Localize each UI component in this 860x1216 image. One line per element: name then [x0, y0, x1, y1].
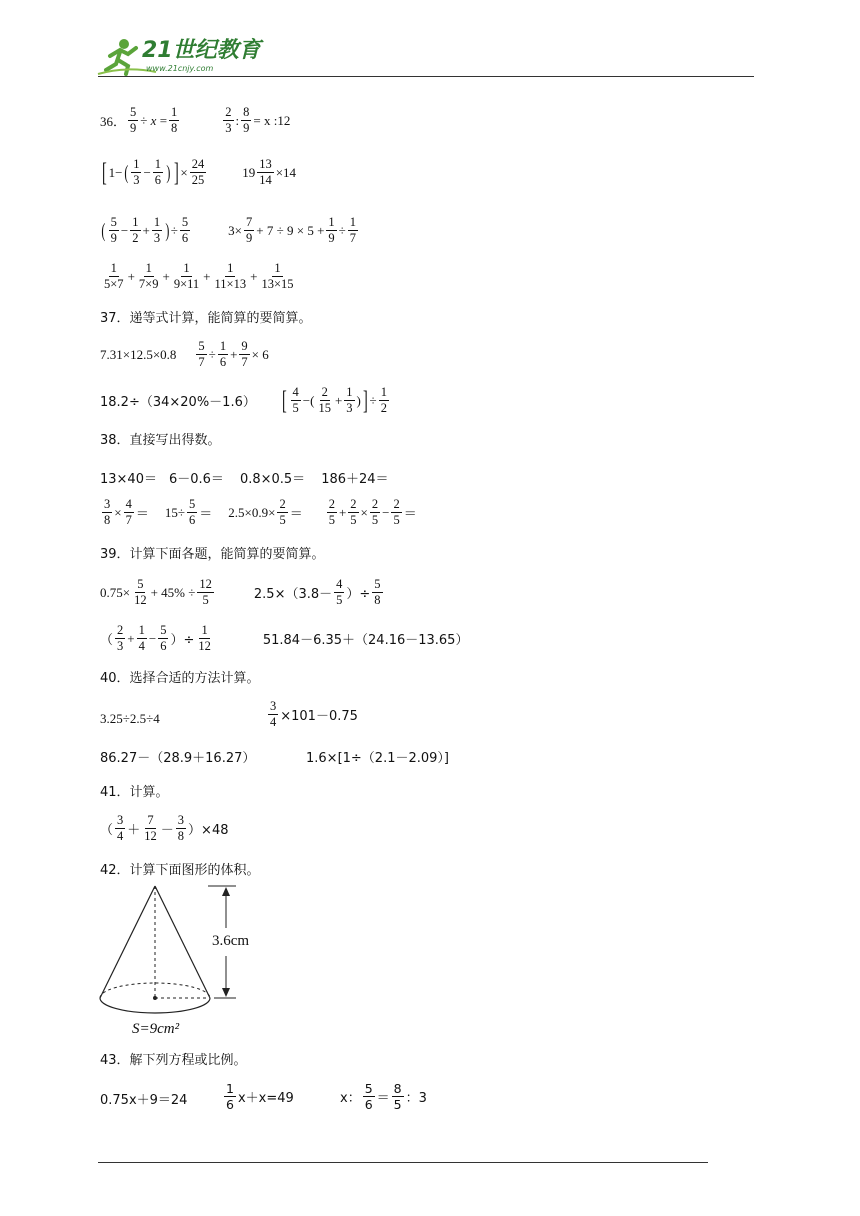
fraction: $\frac{3}{4}$	[117, 813, 124, 844]
fraction: $\frac{2}{15}$	[318, 385, 331, 416]
fraction: $\frac{1}{13\times 15}$	[261, 261, 294, 292]
fraction: $\frac{12}{5}$	[199, 577, 212, 608]
q36-line3: ( $\frac{5}{9}$ − $\frac{1}{2}$ + $\frac{1}{3}$ ) ÷ $\frac{5}{6}$ 3× $\frac{7}{9}$ + 7 ÷ 9 × 5 + $\frac{1}{9}$ ÷ $\frac{1}{7}$	[101, 215, 357, 246]
fraction: $\frac{1}{3}$	[346, 385, 353, 416]
fraction: $\frac{1}{6}$	[226, 1081, 234, 1113]
fraction: $\frac{7}{9}$	[246, 215, 253, 246]
fraction: $\frac{1}{12}$	[198, 623, 211, 654]
fraction: $\frac{2}{5}$	[328, 497, 335, 528]
q39-line2: （ $\frac{2}{3}$ + $\frac{1}{4}$ − $\frac{5}{6}$ ）÷ $\frac{1}{12}$ 51.84－6.35＋（24.16－13.65）	[100, 623, 469, 654]
header-divider	[98, 76, 754, 77]
fraction: $\frac{1}{9\times 11}$	[173, 261, 200, 292]
q38-title: 38．直接写出得数。	[100, 433, 221, 448]
fraction: $\frac{1}{6}$	[154, 157, 162, 188]
fraction: $\frac{4}{7}$	[125, 497, 132, 528]
q43-title: 43．解下列方程或比例。	[100, 1053, 247, 1068]
fraction: $\frac{24}{25}$	[191, 157, 205, 188]
fraction: $\frac{3}{4}$	[270, 699, 277, 730]
q38-line2: $\frac{3}{8}$ × $\frac{4}{7}$ ＝ 15÷ $\frac{5}{6}$ ＝ 2.5×0.9× $\frac{2}{5}$ ＝ $\frac{2}{5}$ + $\frac{2}{5}$ × $\frac{2}{5}$ − $\frac{2}{5}$ ＝	[104, 497, 417, 528]
q37-line2: 18.2÷（34×20%－1.6） [ $\frac{4}{5}$ −( $\frac{2}{15}$ + $\frac{1}{3}$ ) ] ÷ $\frac{1}{2}$	[100, 385, 387, 416]
fraction: $\frac{1}{5\times 7}$	[104, 261, 124, 292]
fraction: $\frac{1}{2}$	[132, 215, 139, 246]
q43-eq-a: 0.75x＋9＝24	[100, 1093, 188, 1108]
fraction: $\frac{2}{5}$	[371, 497, 379, 528]
fraction: $\frac{1}{2}$	[380, 385, 387, 416]
q43-eq-c: x： $\frac{5}{6}$ ＝ $\frac{8}{5}$ ：3	[340, 1081, 427, 1113]
cone-figure	[96, 880, 276, 1040]
fraction: $\frac{5}{6}$	[364, 1081, 373, 1113]
q41-expr: （ $\frac{3}{4}$ ＋ $\frac{7}{12}$ － $\frac{3}{8}$ ）×48	[100, 813, 229, 844]
footer-divider	[98, 1162, 708, 1163]
q37-title: 37．递等式计算，能简算的要简算。	[100, 311, 312, 326]
fraction: $\frac{7}{12}$	[144, 813, 157, 844]
site-logo	[96, 36, 266, 76]
fraction: $\frac{3}{8}$	[177, 813, 185, 844]
fraction: $\frac{4}{5}$	[292, 385, 299, 416]
fraction: $\frac{5}{8}$	[374, 577, 381, 608]
fraction: $\frac{5}{6}$	[181, 215, 189, 246]
fraction: $\frac{2}{5}$	[393, 497, 400, 528]
q40-expr-c: 86.27－（28.9＋16.27）	[100, 751, 256, 766]
fraction: $\frac{3}{8}$	[104, 497, 111, 528]
q37-line1: 7.31×12.5×0.8 $\frac{5}{7}$ ÷ $\frac{1}{6}$ + $\frac{9}{7}$ × 6	[100, 339, 269, 370]
fraction: $\frac{5}{9}$	[130, 105, 137, 136]
fraction: $\frac{4}{5}$	[336, 577, 343, 608]
q36-line4: $\frac{1}{5\times 7}$ + $\frac{1}{7\times 9}$ + $\frac{1}{9\times 11}$ + $\frac{1}{11\times 13}$ + $\frac{1}{13\times 15}$	[104, 261, 294, 292]
fraction: $\frac{5}{9}$	[110, 215, 117, 246]
fraction: $\frac{1}{3}$	[133, 157, 140, 188]
q40-expr-d: 1.6×[1÷（2.1－2.09）]	[306, 751, 449, 766]
q36-line2: [ 1− ( $\frac{1}{3}$ − $\frac{1}{6}$ ) ] × $\frac{24}{25}$ 19 $\frac{13}{14}$ ×14	[101, 157, 297, 188]
cone-base-area-label: S=9cm²	[132, 1021, 180, 1037]
q39-line1: 0.75× $\frac{5}{12}$ + 45% ÷ $\frac{12}{5}$ 2.5×（3.8－ $\frac{4}{5}$ ）÷ $\frac{5}{8}$	[100, 577, 381, 608]
fraction: $\frac{5}{6}$	[189, 497, 196, 528]
fraction: $\frac{1}{8}$	[171, 105, 178, 136]
fraction: $\frac{5}{12}$	[134, 577, 147, 608]
fraction: $\frac{2}{5}$	[350, 497, 357, 528]
q43-eq-b: $\frac{1}{6}$ x＋x=49	[226, 1081, 294, 1113]
fraction: $\frac{1}{9}$	[328, 215, 335, 246]
q39-title: 39．计算下面各题，能简算的要简算。	[100, 547, 325, 562]
fraction: $\frac{2}{3}$	[225, 105, 232, 136]
fraction: $\frac{13}{14}$	[259, 157, 272, 188]
logo-text: 21世纪教育	[142, 38, 261, 63]
fraction: $\frac{1}{3}$	[153, 215, 161, 246]
fraction: $\frac{1}{11\times 13}$	[214, 261, 247, 292]
fraction: $\frac{8}{5}$	[393, 1081, 402, 1113]
q40-title: 40．选择合适的方法计算。	[100, 671, 260, 686]
logo-url: www.21cnjy.com	[146, 64, 214, 73]
q40-expr-b: $\frac{3}{4}$ ×101－0.75	[270, 699, 358, 730]
q36-line1: 36． $\frac{5}{9}$ ÷ x = $\frac{1}{8}$ $\frac{2}{3}$ : $\frac{8}{9}$ = x :12	[100, 105, 291, 136]
fraction: $\frac{9}{7}$	[241, 339, 248, 370]
q41-title: 41．计算。	[100, 785, 169, 800]
q42-title: 42．计算下面图形的体积。	[100, 863, 260, 878]
fraction: $\frac{5}{7}$	[198, 339, 205, 370]
cone-diagram	[96, 880, 276, 1040]
fraction: $\frac{1}{7}$	[349, 215, 357, 246]
q36-number: 36．	[100, 114, 127, 130]
fraction: $\frac{5}{6}$	[160, 623, 167, 654]
fraction: $\frac{1}{4}$	[138, 623, 145, 654]
cone-height-label: 3.6cm	[212, 933, 250, 949]
fraction: $\frac{8}{9}$	[243, 105, 250, 136]
q38-line1: 13×40＝ 6－0.6＝ 0.8×0.5＝ 186＋24＝	[100, 472, 389, 487]
fraction: $\frac{1}{7\times 9}$	[138, 261, 159, 292]
fraction: $\frac{2}{3}$	[117, 623, 124, 654]
fraction: $\frac{2}{5}$	[279, 497, 286, 528]
q40-expr-a: 3.25÷2.5÷4	[100, 711, 160, 726]
fraction: $\frac{1}{6}$	[219, 339, 227, 370]
